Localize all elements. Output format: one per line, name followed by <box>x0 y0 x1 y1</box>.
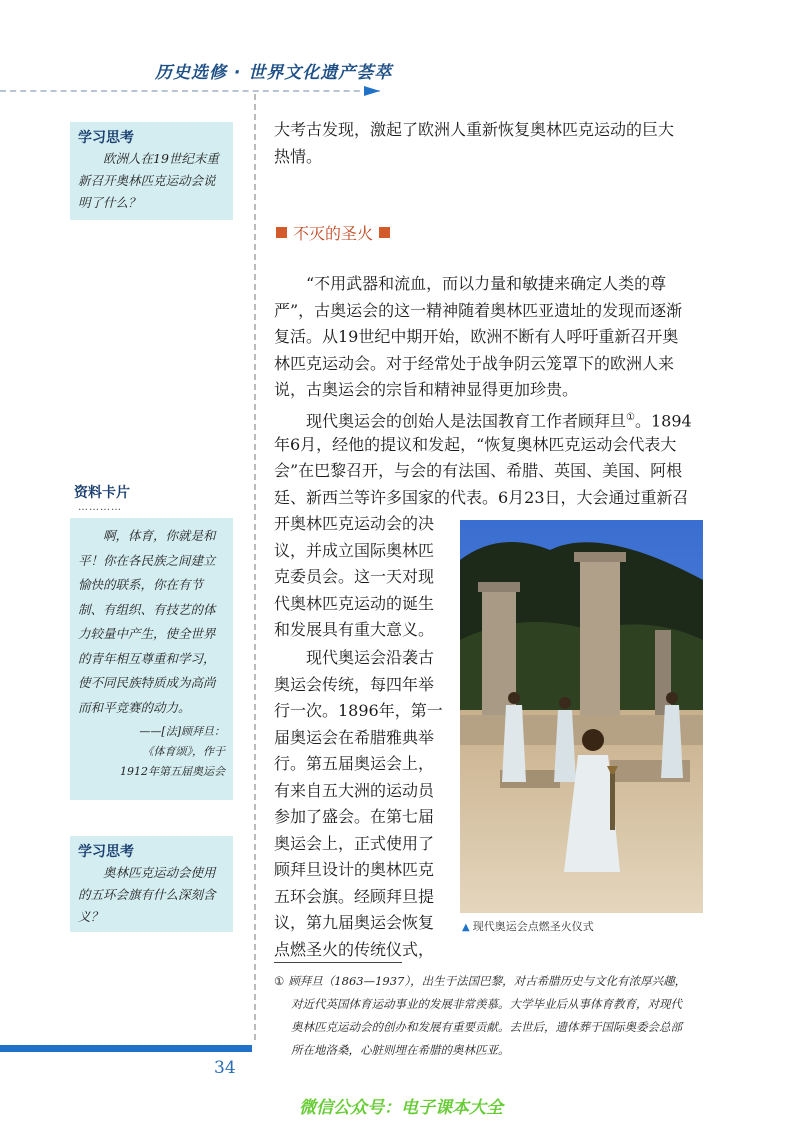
body-line: 会”在巴黎召开，与会的有法国、希腊、英国、美国、阿根 <box>274 461 683 480</box>
footnote-line: 对近代英国体育运动事业的发展非常羡慕。大学毕业后从事体育教育，对现代 <box>291 997 682 1011</box>
intro-line: 大考古发现，激起了欧洲人重新恢复奥林匹克运动的巨大 <box>274 120 675 139</box>
study-question-title: 学习思考 <box>78 130 134 146</box>
body-line: 有来自五大洲的运动员 <box>274 780 435 800</box>
body-line: 行一次。1896年，第一 <box>274 701 443 720</box>
data-card-source <box>78 722 225 782</box>
section-title: 不灭的圣火 <box>293 224 374 243</box>
footnote-line <box>274 970 719 993</box>
body-line: 开奥林匹克运动会的决 <box>274 514 435 533</box>
body-line: 参加了盛会。在第七届 <box>274 807 435 826</box>
body-line: 届奥运会在希腊雅典举 <box>274 727 435 747</box>
footnote-marker[interactable]: ① <box>626 412 635 423</box>
body-line: 林匹克运动会。对于经常处于战争阴云笼罩下的欧洲人来 <box>274 353 675 373</box>
torch-ceremony-photo <box>460 520 703 913</box>
source-date: 1912年第五届奥运会 <box>120 765 225 778</box>
footnote-line: 所在地洛桑，心脏则埋在希腊的奥林匹亚。 <box>291 1043 510 1057</box>
intro-line: 热情。 <box>274 146 323 166</box>
study-question-box-1 <box>70 122 233 220</box>
section-heading <box>276 221 390 244</box>
square-bullet-icon <box>276 227 287 238</box>
body-line <box>274 405 692 435</box>
study-question-text: 奥林匹克运动会使用的五环会旗有什么深刻含义？ <box>78 865 216 924</box>
body-line: 点燃圣火的传统仪式， <box>274 939 435 959</box>
column-divider <box>254 94 256 1040</box>
body-line: “不用武器和流血，而以力量和敏捷来确定人类的尊 <box>306 274 667 293</box>
photo-caption-text: 现代奥运会点燃圣火仪式 <box>472 920 594 933</box>
footnote-rule <box>274 962 402 963</box>
study-question-box-2 <box>70 836 233 932</box>
body-line: 和发展具有重大意义。 <box>274 620 435 639</box>
body-text: 现代奥运会的创始人是法国教育工作者顾拜旦 <box>306 411 627 431</box>
triangle-marker-icon: ▲ <box>462 922 470 933</box>
body-line: 年6月，经他的提议和发起，“恢复奥林匹克运动会代表大 <box>274 434 677 454</box>
header-dashed-rule <box>0 90 380 92</box>
body-line: 克委员会。这一天对现 <box>274 567 435 586</box>
square-bullet-icon <box>379 227 390 238</box>
data-card-dots: ………… <box>78 502 122 513</box>
body-line: 行。第五届奥运会上， <box>274 754 435 773</box>
photo-illustration <box>460 520 703 913</box>
running-header: 历史选修 · 世界文化遗产荟萃 <box>155 63 393 83</box>
body-line: 代奥林匹克运动的诞生 <box>274 593 435 613</box>
body-line: 奥运会传统，每四年举 <box>274 674 435 694</box>
data-card-quote: 啊，体育，你就是和平！你在各民族之间建立愉快的联系，你在有节制、有组织、有技艺的体力较量中产生，使全世界的青年相互尊重和学习，使不同民族特质成为高尚而和平竞赛的动力。 <box>78 528 216 715</box>
body-line: 顾拜旦设计的奥林匹克 <box>274 860 435 879</box>
footnote <box>274 970 719 1062</box>
body-line: 议，并成立国际奥林匹 <box>274 540 435 560</box>
body-line: 说，古奥运会的宗旨和精神显得更加珍贵。 <box>274 380 579 399</box>
data-card-box <box>70 518 233 800</box>
source-author: ——[法]顾拜旦： <box>139 725 225 738</box>
footnote-mark: ① <box>274 974 285 988</box>
source-work: 《体育颂》，作于 <box>142 745 225 758</box>
study-question-text: 欧洲人在19世纪末重新召开奥林匹克运动会说明了什么？ <box>78 151 219 210</box>
header-arrow-icon <box>364 86 380 96</box>
body-line: 廷、新西兰等许多国家的代表。6月23日，大会通过重新召 <box>274 487 689 507</box>
study-question-title: 学习思考 <box>78 844 134 860</box>
footnote-text: 顾拜旦（1863—1937），出生于法国巴黎，对古希腊历史与文化有浓厚兴趣， <box>288 974 687 988</box>
body-line: 严”，古奥运会的这一精神随着奥林匹亚遗址的发现而逐渐 <box>274 300 683 320</box>
photo-caption <box>462 918 594 934</box>
watermark: 微信公众号：电子课本大全 <box>299 1098 503 1118</box>
page-number: 34 <box>214 1058 236 1078</box>
body-line: 五环会旗。经顾拜旦提 <box>274 886 435 906</box>
bottom-accent-bar <box>0 1045 252 1052</box>
body-line: 议，第九届奥运会恢复 <box>274 913 435 932</box>
data-card-title: 资料卡片 <box>74 485 130 501</box>
body-line: 奥运会上，正式使用了 <box>274 833 435 853</box>
body-text: 。1894 <box>634 411 692 431</box>
footnote-line: 奥林匹克运动会的创办和发展有重要贡献。去世后，遗体葬于国际奥委会总部 <box>291 1020 682 1034</box>
body-line: 现代奥运会沿袭古 <box>306 648 435 667</box>
body-line: 复活。从19世纪中期开始，欧洲不断有人呼吁重新召开奥 <box>274 327 679 346</box>
